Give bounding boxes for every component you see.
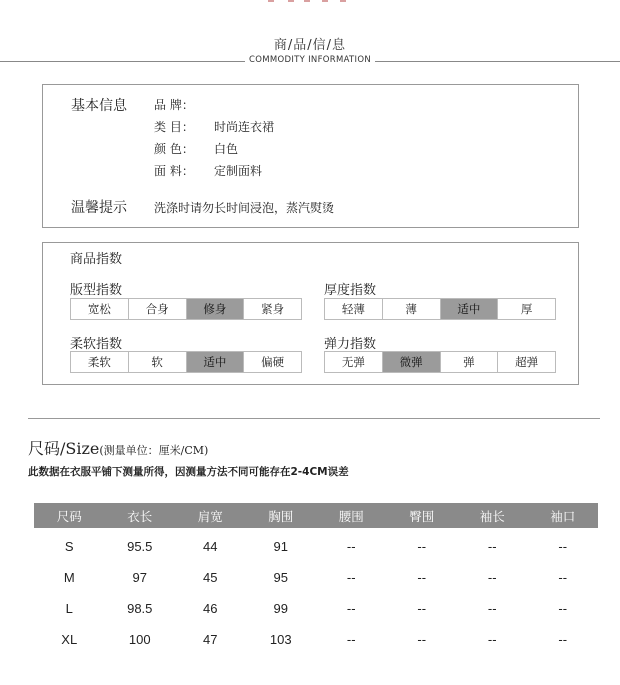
softness-option: 适中 (187, 352, 245, 372)
table-cell: 95 (273, 569, 288, 585)
table-cell: -- (558, 538, 568, 554)
elasticity-option: 无弹 (325, 352, 383, 372)
header-cell: 腰围 (338, 508, 364, 524)
fit-index-label: 版型指数 (70, 283, 123, 298)
table-cell: 45 (203, 569, 218, 585)
tip-text: 洗涤时请勿长时间浸泡，蒸汽熨烫 (154, 201, 335, 215)
table-cell: -- (487, 569, 497, 585)
size-note: 此数据在衣服平铺下测量所得，因测量方法不同可能存在2-4CM误差 (28, 466, 349, 478)
thickness-index-label: 厚度指数 (324, 283, 377, 298)
table-cell: S (64, 538, 74, 554)
table-row (34, 597, 598, 619)
thickness-index-scale (324, 298, 556, 320)
table-cell: 97 (132, 569, 147, 585)
header-cell: 胸围 (268, 508, 294, 524)
brand-key: 品 牌： (154, 98, 194, 112)
thickness-option: 厚 (520, 302, 533, 316)
section-title-en: COMMODITY INFORMATION (0, 55, 620, 65)
table-cell: 47 (203, 631, 218, 647)
elasticity-index-label: 弹力指数 (324, 337, 377, 352)
section-title-cn: 商/品/信/息 (273, 38, 347, 53)
top-decor-mark (304, 0, 310, 2)
softness-option: 柔软 (71, 352, 129, 372)
table-cell: -- (346, 569, 356, 585)
table-cell: XL (61, 631, 78, 647)
table-cell: -- (558, 631, 568, 647)
table-cell: -- (346, 600, 356, 616)
fit-index-scale (70, 298, 302, 320)
table-cell: -- (417, 631, 427, 647)
softness-option: 软 (129, 352, 187, 372)
table-cell: -- (346, 538, 356, 554)
basic-info-label: 基本信息 (71, 98, 127, 114)
table-cell: -- (417, 538, 427, 554)
color-key: 颜 色： (154, 142, 194, 156)
size-title (28, 436, 208, 459)
table-row (34, 566, 598, 588)
table-cell: -- (417, 600, 427, 616)
softness-index-label: 柔软指数 (70, 337, 123, 352)
thickness-option: 薄 (383, 299, 441, 319)
thickness-option: 适中 (441, 299, 499, 319)
table-cell: 91 (273, 538, 288, 554)
softness-option: 偏硬 (261, 355, 285, 369)
softness-index-scale (70, 351, 302, 373)
tip-label: 温馨提示 (71, 200, 127, 216)
fit-option: 宽松 (71, 299, 129, 319)
elasticity-option: 超弹 (515, 355, 539, 369)
top-decor-mark (268, 0, 274, 2)
table-cell: 46 (203, 600, 218, 616)
size-table-header (34, 503, 598, 528)
table-cell: -- (417, 569, 427, 585)
fit-option: 修身 (187, 299, 245, 319)
header-cell: 肩宽 (197, 508, 223, 524)
table-cell: -- (487, 538, 497, 554)
table-cell: -- (346, 631, 356, 647)
table-cell: -- (558, 600, 568, 616)
thickness-option: 轻薄 (325, 299, 383, 319)
fit-option: 合身 (129, 299, 187, 319)
basic-info-box (42, 84, 579, 228)
table-cell: M (63, 569, 75, 585)
elasticity-index-scale (324, 351, 556, 373)
table-cell: -- (487, 631, 497, 647)
fabric-key: 面 料： (154, 164, 194, 178)
header-cell: 尺码 (56, 508, 82, 524)
color-value: 白色 (214, 142, 239, 156)
header-cell: 臀围 (409, 508, 435, 524)
category-key: 类 目： (154, 120, 194, 134)
elasticity-option: 微弹 (383, 352, 441, 372)
table-row (34, 535, 598, 557)
table-cell: 95.5 (127, 538, 153, 554)
top-decor-mark (322, 0, 328, 2)
table-cell: -- (558, 569, 568, 585)
table-row (34, 628, 598, 650)
elasticity-option: 弹 (441, 352, 499, 372)
table-cell: 44 (203, 538, 218, 554)
table-cell: 99 (273, 600, 288, 616)
size-unit: (测量单位：厘米/CM) (99, 444, 209, 457)
fabric-value: 定制面料 (214, 164, 263, 178)
table-cell: 103 (269, 631, 292, 647)
product-index-box (42, 242, 579, 385)
size-title-text: 尺码/Size (28, 439, 100, 458)
table-cell: 100 (128, 631, 151, 647)
top-decor-mark (340, 0, 346, 2)
header-cell: 袖口 (550, 508, 576, 524)
section-separator (28, 418, 600, 419)
top-decor-mark (288, 0, 294, 2)
table-cell: -- (487, 600, 497, 616)
product-index-title: 商品指数 (70, 252, 123, 267)
table-cell: 98.5 (127, 600, 153, 616)
table-cell: L (65, 600, 73, 616)
header-cell: 袖长 (479, 508, 505, 524)
category-value: 时尚连衣裙 (214, 120, 275, 134)
fit-option: 紧身 (261, 302, 285, 316)
header-cell: 衣长 (127, 508, 153, 524)
